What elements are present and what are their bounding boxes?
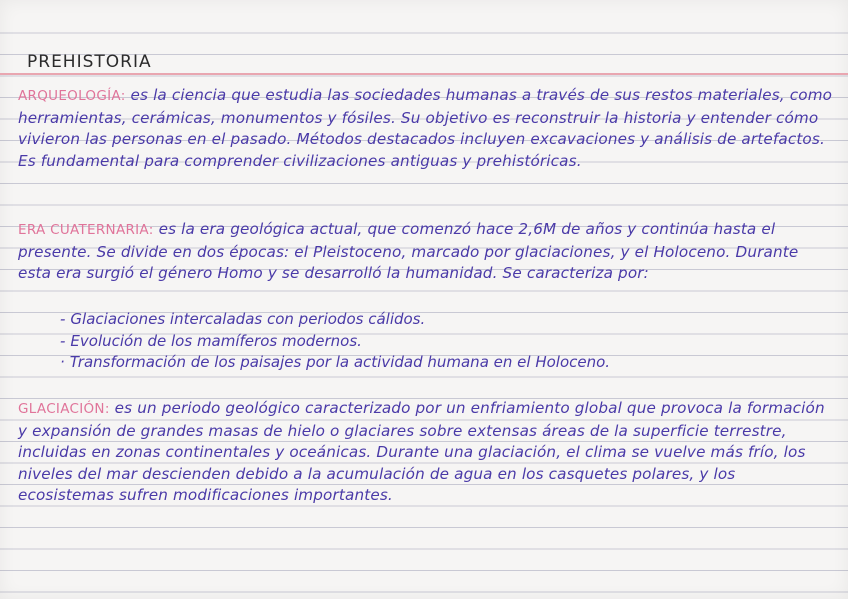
list-item: - Glaciaciones intercaladas con periodos cálidos. [60, 310, 426, 328]
definition-arqueologia: es la ciencia que estudia las sociedades humanas a través de sus restos materiales, como herramientas, cerámicas, monumentos y fósiles. Su objetivo es reconstruir la historia y entender cómo vivieron las personas en el pasado. Métodos destacados incluyen excavaciones y análisis de artefactos. Es fundamental para comprender civilizaciones antiguas y prehistóricas. [18, 86, 833, 170]
definition-glaciacion: es un periodo geológico caracterizado por un enfriamiento global que provoca la formación y expansión de grandes masas de hielo o glaciares sobre extensas áreas de la superficie terrestre, incluidas en zonas continentales y oceánicas. Durante una glaciación, el clima se vuelve más frío, los niveles del mar descienden debido a la acumulación de agua en los casquetes polares, y los ecosistemas sufren modificaciones importantes. [18, 399, 825, 504]
term-separator: : [120, 88, 126, 104]
term-glaciacion: GLACIACIÓN [18, 401, 105, 417]
list-item: · Transformación de los paisajes por la actividad humana en el Holoceno. [60, 353, 611, 371]
term-era-cuaternaria: ERA CUATERNARIA [18, 222, 149, 238]
section-arqueologia [18, 85, 833, 172]
section-glaciacion [18, 398, 833, 507]
list-item: - Evolución de los mamíferos modernos. [60, 331, 362, 350]
term-separator: : [148, 222, 154, 238]
page-title: PREHISTORIA [27, 52, 152, 72]
definition-era-cuaternaria: es la era geológica actual, que comenzó hace 2,6M de años y continúa hasta el presente. Se divide en dos épocas: el Pleistoceno, marcado por glaciaciones, y el Holoceno. Durante esta era surgió el género Homo y se desarrolló la humanidad. Se caracteriza por: [18, 220, 799, 282]
term-arqueologia: ARQUEOLOGÍA [18, 88, 121, 104]
characteristics-list [60, 309, 610, 374]
term-separator: : [104, 401, 110, 417]
header-margin-line [0, 73, 848, 75]
section-era-cuaternaria [18, 219, 833, 285]
